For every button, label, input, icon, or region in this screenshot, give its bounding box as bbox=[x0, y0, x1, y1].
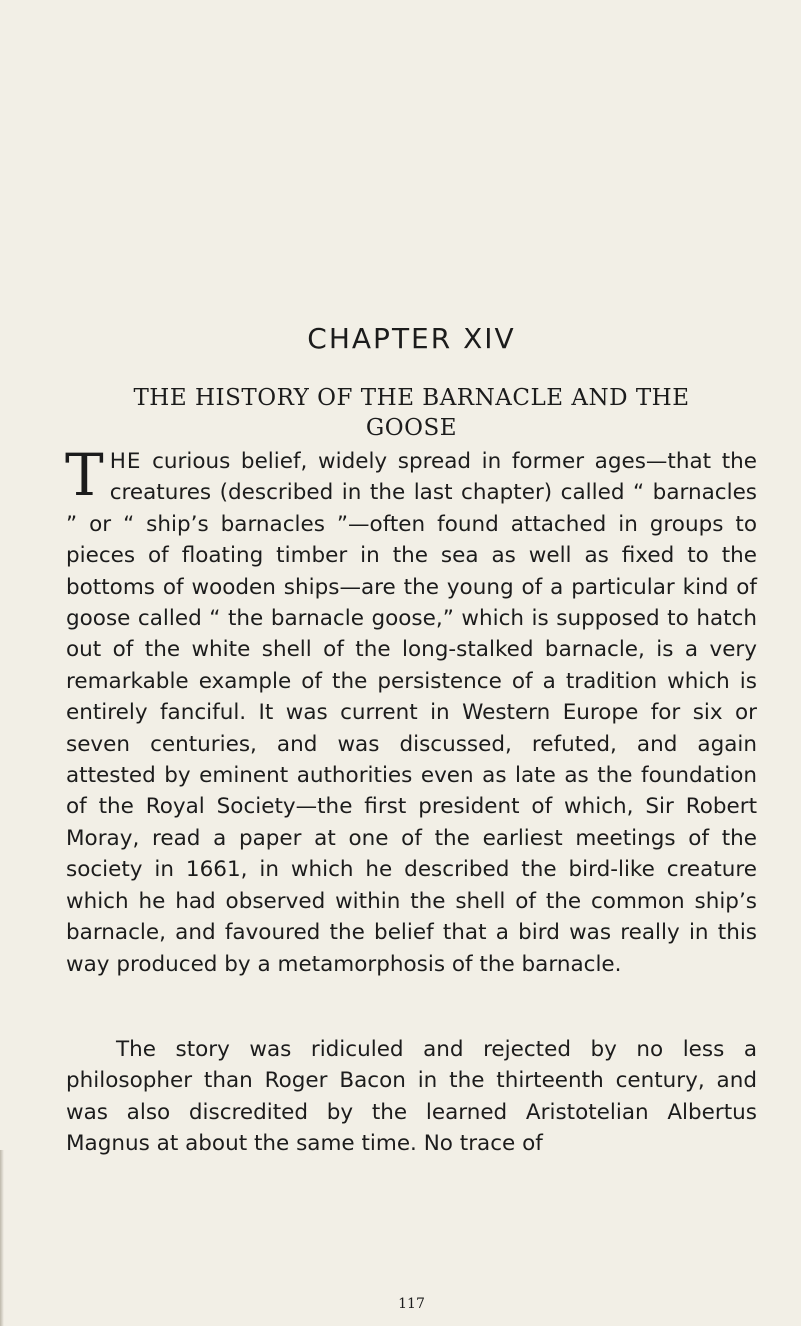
paragraph-2-text: The story was ridiculed and rejected by no less a philosopher than Roger Bacon in the thirteenth century, and was also discredited by the learned Aristotelian Albertus Magnus at about the same time. No trace of bbox=[66, 1037, 757, 1157]
book-page bbox=[66, 0, 757, 1326]
chapter-number: CHAPTER XIV bbox=[307, 322, 516, 355]
paragraph-1-lead: HE bbox=[109, 449, 142, 474]
paragraph-1-text: curious belief, widely spread in former ages—that the creatures (described in the last chapter) called “ barnacles ” or “ ship’s barnacles ”—often found attached in groups to pieces of floating timber in the sea as well as fixed to the bottoms of wooden ships—are the young of a particular kind of goose called “ the barnacle goose,” which is supposed to hatch out of the white shell of the long-stalked barnacle, is a very remarkable example of the persistence of a tradition which is entirely fanciful. It was current in Western Europe for six or seven centuries, and was discussed, refuted, and again attested by eminent authorities even as late as the foundation of the Royal Society—the first president of which, Sir Robert Moray, read a paper at one of the earliest meetings of the society in 1661, in which he described the bird-like creature which he had observed within the shell of the common ship’s barnacle, and favoured the belief that a bird was really in this way produced by a metamorphosis of the barnacle. bbox=[66, 449, 757, 977]
page-number: 117 bbox=[398, 1296, 425, 1312]
chapter-title: THE HISTORY OF THE BARNACLE AND THE GOOSE bbox=[133, 385, 690, 441]
paragraph-2 bbox=[66, 1034, 757, 1160]
paragraph-1 bbox=[65, 441, 757, 980]
page-edge-shadow bbox=[0, 1150, 4, 1326]
drop-cap: T bbox=[65, 441, 104, 509]
